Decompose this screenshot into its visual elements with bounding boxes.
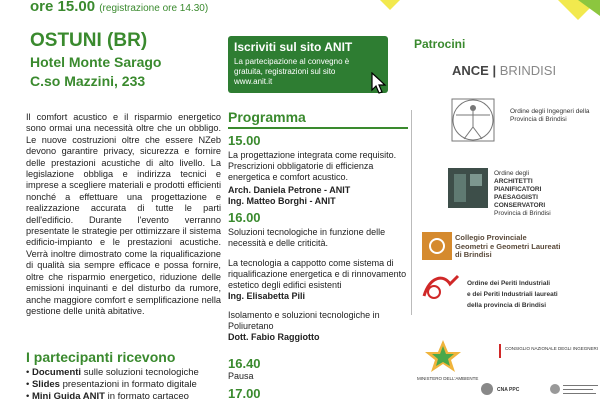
program-talk: La progettazione integrata come requisito. Prescrizioni obbligatorie di efficienza energetica e comfort acustico. [228,150,397,182]
list-item: • Slides presentazioni in formato digitale [26,379,197,390]
vitruvian-man-icon [448,97,504,143]
program-speaker: Arch. Daniela Petrone - ANIT [228,185,351,195]
consiglio-label: CONSIGLIO NAZIONALE DEGLI INGEGNERI [505,346,599,351]
program-time: 15.00 [228,133,261,148]
program-time: 17.00 [228,386,261,401]
register-text: La partecipazione al convegno è gratuita, registrazioni sul sito www.anit.it [234,57,350,86]
event-time: ore 15.00 (registrazione ore 14.30) [30,0,209,15]
ministero-label: MINISTERO DELL'AMBIENTE [417,376,479,381]
program-time: 16.00 [228,210,261,225]
program-speaker: Ing. Elisabetta Pili [228,291,306,301]
sponsors-title: Patrocini [414,37,466,51]
event-address: C.so Mazzini, 233 [30,73,146,89]
decorative-top-shapes [380,0,600,22]
event-city: OSTUNI (BR) [30,30,148,51]
geometri-text: Collegio Provinciale Geometri e Geometri Laureati di Brindisi [455,233,561,259]
cna-label: CNA PPC [497,387,520,393]
ingegneri-text: Ordine degli Ingegneri della Provincia di Brindisi [510,108,590,123]
program-title: Programma [228,109,306,125]
program-divider [228,127,408,129]
program-speaker: Dott. Fabio Raggiotto [228,332,320,342]
program-talk: Soluzioni tecnologiche in funzione delle necessità e delle criticità. [228,227,386,248]
periti-logo-icon [420,272,462,302]
program-speaker: Ing. Matteo Borghi - ANIT [228,196,336,206]
geometri-logo-icon [422,232,452,260]
program-talk: Isolamento e soluzioni tecnologiche in Poliuretano [228,310,380,331]
program-talk: La tecnologia a cappotto come sistema di riqualificazione energetica e di rinnovamento estetico degli edifici esistenti [228,258,407,290]
register-title: Iscriviti sul sito ANIT [234,40,353,54]
program-pause: Pausa [228,371,254,381]
bottom-logos [415,340,600,400]
participants-title: I partecipanti ricevono [26,349,176,365]
event-venue: Hotel Monte Sarago [30,54,162,70]
star-logo-icon [425,340,461,372]
participants-list [26,367,199,403]
list-item: • Documenti sulle soluzioni tecnologiche [26,367,199,378]
ance-logo: ANCE | BRINDISI [452,63,557,78]
register-button[interactable] [228,36,388,93]
intro-text: Il comfort acustico e il risparmio energetico sono ormai una necessità oltre che un obbligo. Le nuove costruzioni oltre che essere NZeb devono garantire privacy, sicurezza e fornire delle prestazioni acustiche di alto livello. La legislazione obbliga e indirizza tecnici e imprese a scegliere materiali e prodotti efficienti nonché a effettuare una progettazione e realizzazione accurata di tutte le parti dell'edificio. Durante l'evento verranno presentate le strategie per ottimizzare il sistema edificio-impianto e le prestazioni acustiche. Verrà inoltre dimostrato come la riqualificazione di qualità sia sempre efficace e possa fornire, oltre che risparmio energetico, riduzione delle emissioni inquinanti e del disturbo da rumore, anche maggiore comfort e semplificazione nella gestione delle unità abitative. [26,112,221,316]
divider [411,110,412,315]
architetti-logo-icon [448,168,488,208]
periti-text: Ordine dei Periti Industriali e dei Periti Industriali laureati della provincia di Brindisi [467,280,558,309]
architetti-text: Ordine degli ARCHITETTI PIANIFICATORI PAESAGGISTI CONSERVATORI Provincia di Brindisi [494,170,551,217]
program-time: 16.40 [228,356,261,371]
cursor-icon [370,72,390,94]
list-item: • Mini Guida ANIT in formato cartaceo [26,391,189,402]
